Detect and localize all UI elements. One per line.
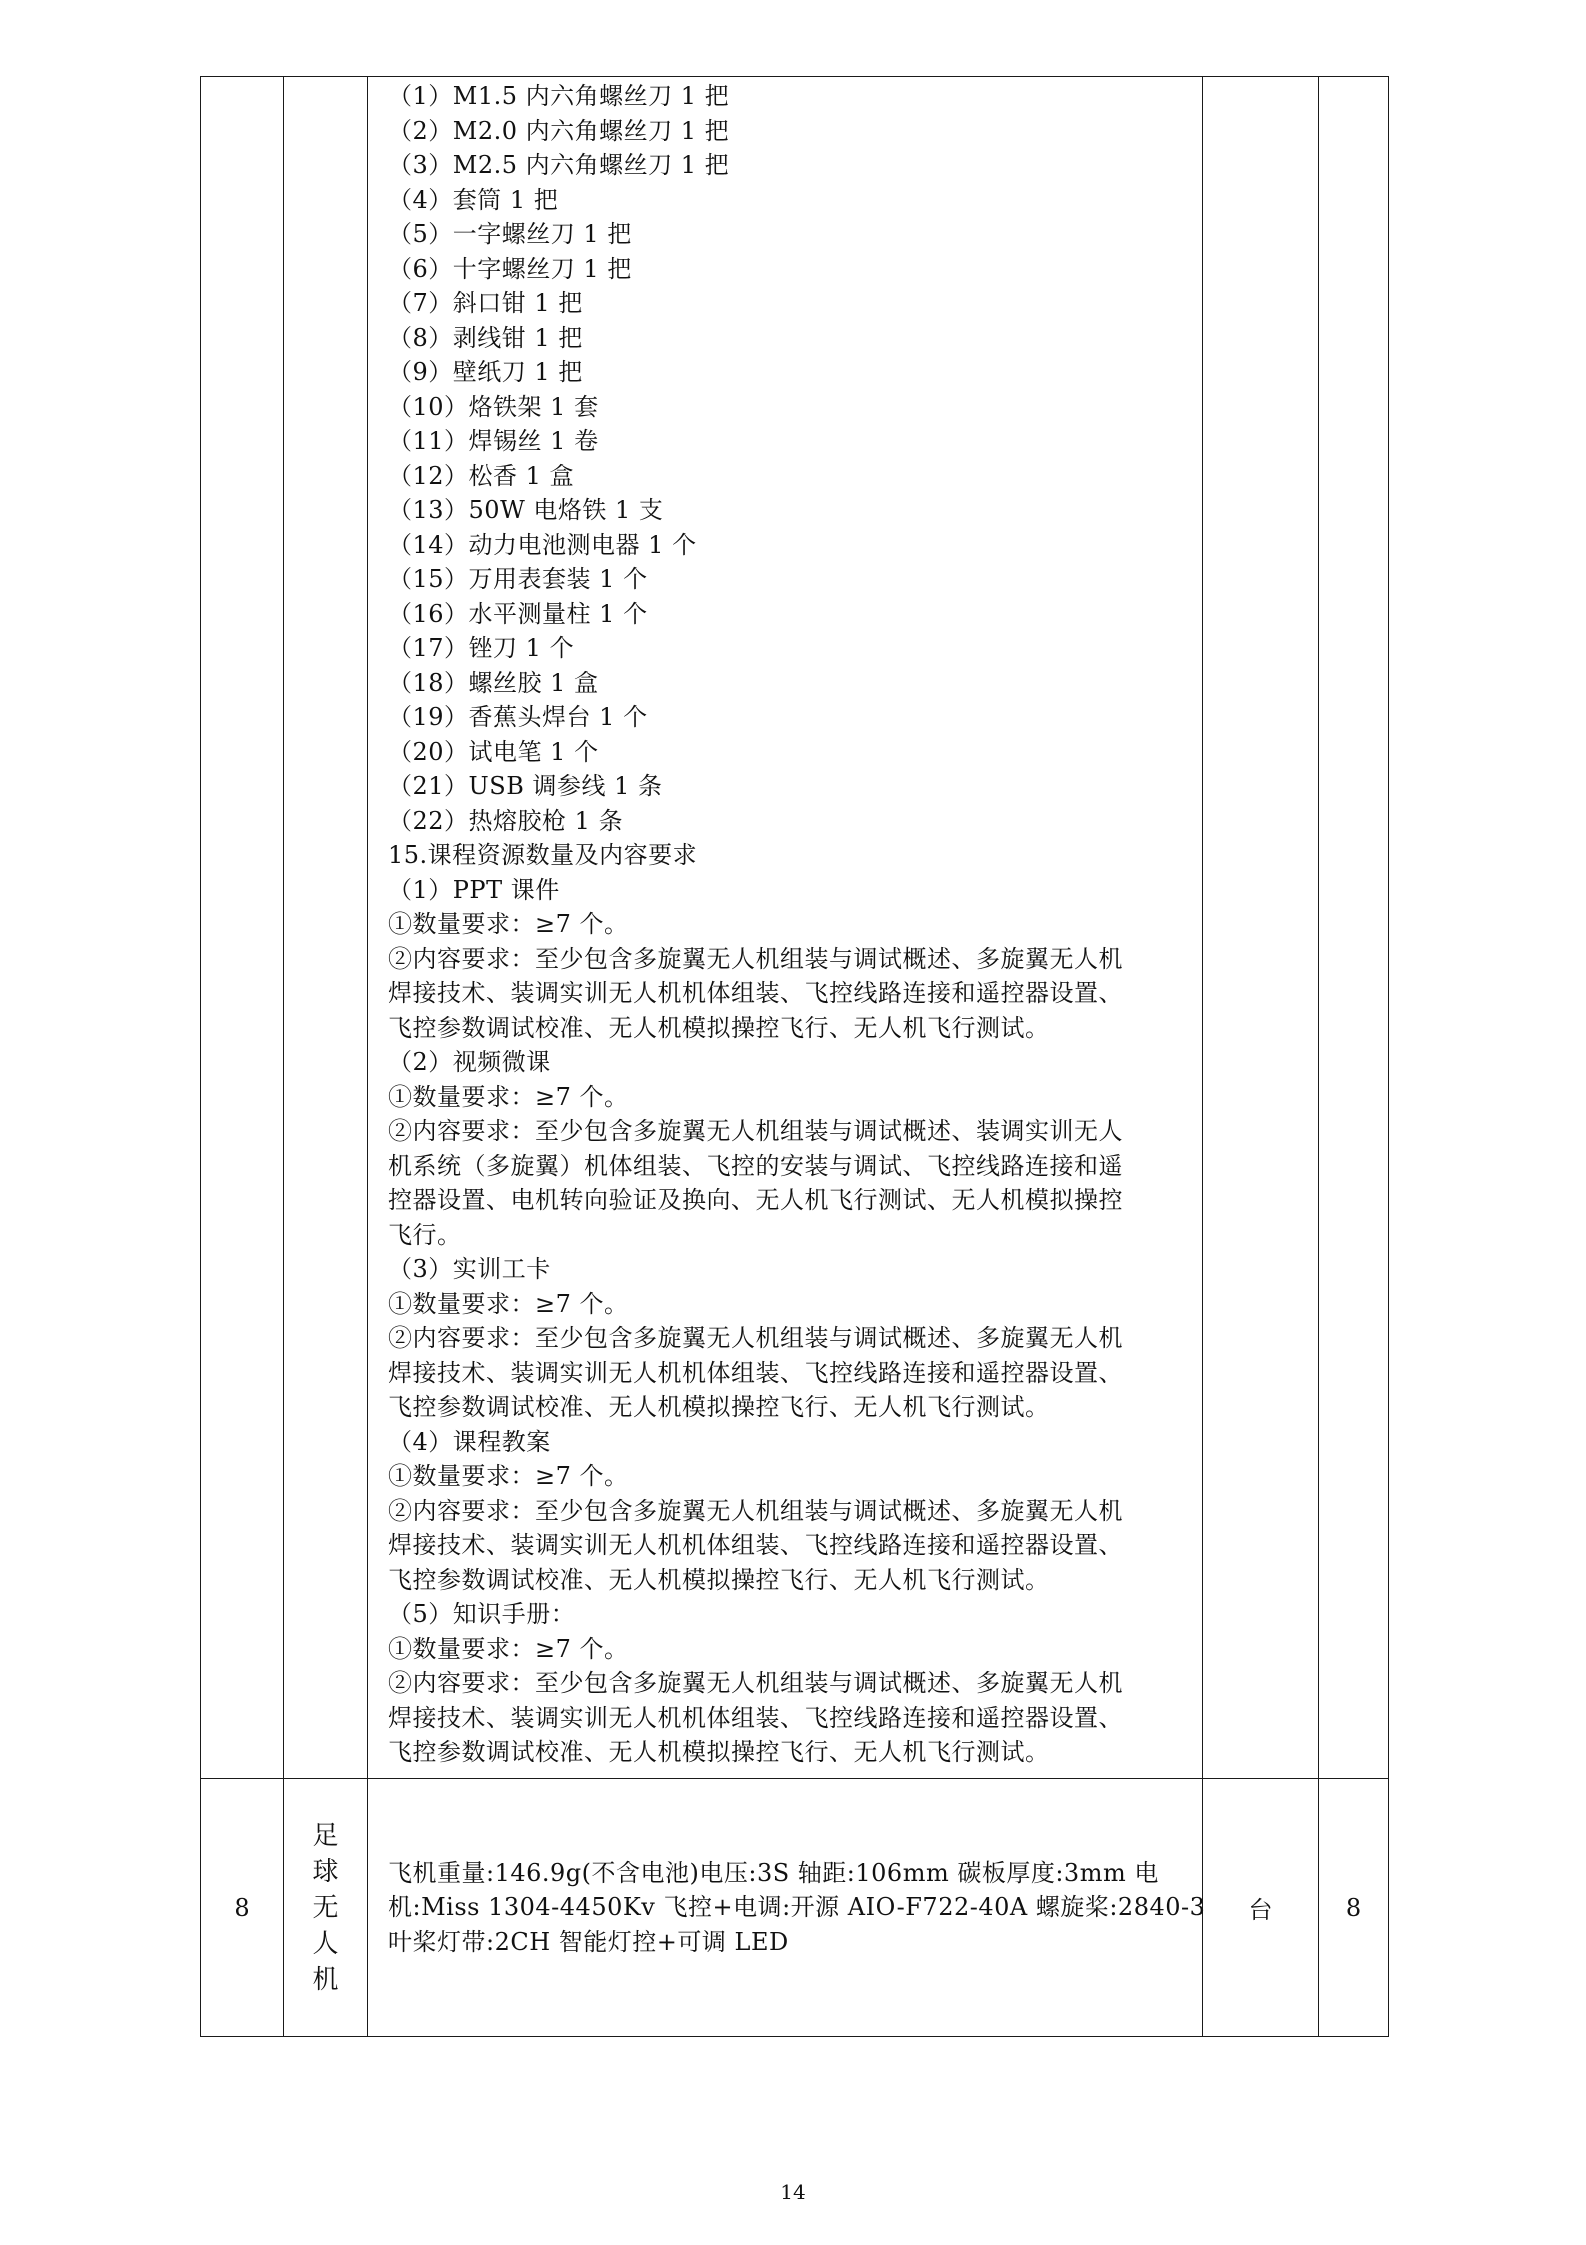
- spec-line: （3）实训工卡: [388, 1255, 551, 1283]
- spec-line: （13）50W 电烙铁 1 支: [388, 496, 664, 524]
- spec-line: （3）M2.5 内六角螺丝刀 1 把: [388, 151, 730, 179]
- drone-specification: [388, 1856, 1206, 1960]
- spec-line: （10）烙铁架 1 套: [388, 392, 599, 421]
- spec-line: 机系统（多旋翼）机体组装、飞控的安装与调试、飞控线路连接和遥: [388, 1151, 1123, 1180]
- spec-line: 叶桨灯带:2CH 智能灯控+可调 LED: [388, 1927, 789, 1956]
- specification-cell: [368, 77, 1203, 1779]
- item-name-char: 足: [312, 1820, 339, 1851]
- spec-line: 焊接技术、装调实训无人机机体组装、飞控线路连接和遥控器设置、: [388, 1703, 1123, 1732]
- item-number-cell: [201, 1779, 284, 2037]
- quantity-cell: [1319, 1779, 1389, 2037]
- table-row-soccer-drone: [201, 1779, 1389, 2037]
- item-name-char: 机: [312, 1964, 339, 1995]
- spec-line: （14）动力电池测电器 1 个: [388, 530, 697, 559]
- spec-line: ②内容要求：至少包含多旋翼无人机组装与调试概述、多旋翼无人机: [388, 1496, 1123, 1525]
- spec-line: 飞控参数调试校准、无人机模拟操控飞行、无人机飞行测试。: [388, 1738, 1050, 1766]
- spec-line: （1）PPT 课件: [388, 875, 560, 904]
- spec-line: （22）热熔胶枪 1 条: [388, 806, 624, 835]
- spec-line: （11）焊锡丝 1 卷: [388, 427, 599, 455]
- spec-line: （2）M2.0 内六角螺丝刀 1 把: [388, 116, 730, 145]
- quantity-value: 8: [1345, 1893, 1362, 1922]
- spec-line: ①数量要求：≥7 个。: [388, 1082, 629, 1111]
- spec-line: 焊接技术、装调实训无人机机体组装、飞控线路连接和遥控器设置、: [388, 1358, 1123, 1387]
- item-name-cell: [284, 77, 368, 1779]
- spec-line: 控器设置、电机转向验证及换向、无人机飞行测试、无人机模拟操控: [388, 1186, 1123, 1214]
- quantity-cell: [1319, 77, 1389, 1779]
- unit-value: 台: [1248, 1896, 1273, 1924]
- spec-line: （4）套筒 1 把: [388, 185, 559, 214]
- procurement-spec-table: [200, 76, 1389, 2037]
- spec-line: ①数量要求：≥7 个。: [388, 1462, 629, 1490]
- spec-line: 飞控参数调试校准、无人机模拟操控飞行、无人机飞行测试。: [388, 1393, 1050, 1421]
- spec-line: （18）螺丝胶 1 盒: [388, 668, 599, 697]
- spec-line: 飞机重量:146.9g(不含电池)电压:3S 轴距:106mm 碳板厚度:3mm 电: [388, 1858, 1159, 1887]
- item-name-char: 球: [312, 1856, 339, 1887]
- specification-cell: [368, 1779, 1206, 2037]
- spec-line: （15）万用表套装 1 个: [388, 565, 648, 593]
- spec-line: （17）锉刀 1 个: [388, 634, 575, 662]
- table-row-toolkit-continued: [201, 77, 1389, 1779]
- spec-line: 飞行。: [388, 1220, 462, 1249]
- spec-line: ②内容要求：至少包含多旋翼无人机组装与调试概述、多旋翼无人机: [388, 1324, 1123, 1352]
- spec-line: （5）一字螺丝刀 1 把: [388, 220, 632, 248]
- spec-line: ②内容要求：至少包含多旋翼无人机组装与调试概述、装调实训无人: [388, 1117, 1123, 1145]
- spec-line: ②内容要求：至少包含多旋翼无人机组装与调试概述、多旋翼无人机: [388, 1669, 1123, 1697]
- spec-line: （6）十字螺丝刀 1 把: [388, 254, 632, 283]
- spec-line: （21）USB 调参线 1 条: [388, 772, 663, 800]
- item-name-vertical: [284, 1818, 367, 1998]
- spec-line: （7）斜口钳 1 把: [388, 289, 583, 317]
- spec-line: （1）M1.5 内六角螺丝刀 1 把: [388, 82, 730, 110]
- spec-line: （4）课程教案: [388, 1427, 551, 1456]
- spec-line: （19）香蕉头焊台 1 个: [388, 703, 648, 731]
- spec-line: （8）剥线钳 1 把: [388, 323, 583, 352]
- spec-line: （12）松香 1 盒: [388, 461, 575, 490]
- spec-line: （16）水平测量柱 1 个: [388, 599, 648, 628]
- spec-line: 15.课程资源数量及内容要求: [388, 841, 698, 869]
- specification-lines: [388, 79, 1182, 1770]
- item-number-cell: [201, 77, 284, 1779]
- spec-line: 机:Miss 1304-4450Kv 飞控+电调:开源 AIO-F722-40A 螺旋桨:2840-3: [388, 1893, 1206, 1922]
- spec-line: （20）试电笔 1 个: [388, 737, 599, 766]
- spec-line: 焊接技术、装调实训无人机机体组装、飞控线路连接和遥控器设置、: [388, 979, 1123, 1007]
- spec-line: （5）知识手册：: [388, 1600, 576, 1628]
- page-number: 14: [780, 2180, 806, 2204]
- spec-line: ①数量要求：≥7 个。: [388, 910, 629, 938]
- item-number: 8: [234, 1893, 250, 1922]
- unit-cell: [1203, 1779, 1319, 2037]
- spec-line: 飞控参数调试校准、无人机模拟操控飞行、无人机飞行测试。: [388, 1565, 1050, 1594]
- spec-line: 飞控参数调试校准、无人机模拟操控飞行、无人机飞行测试。: [388, 1013, 1050, 1042]
- spec-line: （9）壁纸刀 1 把: [388, 358, 583, 386]
- spec-line: 焊接技术、装调实训无人机机体组装、飞控线路连接和遥控器设置、: [388, 1531, 1123, 1559]
- spec-line: ①数量要求：≥7 个。: [388, 1289, 629, 1318]
- spec-line: ②内容要求：至少包含多旋翼无人机组装与调试概述、多旋翼无人机: [388, 944, 1123, 973]
- item-name-char: 无: [312, 1892, 339, 1923]
- spec-line: ①数量要求：≥7 个。: [388, 1634, 629, 1663]
- item-name-cell: [284, 1779, 368, 2037]
- unit-cell: [1203, 77, 1319, 1779]
- spec-line: （2）视频微课: [388, 1048, 551, 1076]
- item-name-char: 人: [312, 1928, 339, 1959]
